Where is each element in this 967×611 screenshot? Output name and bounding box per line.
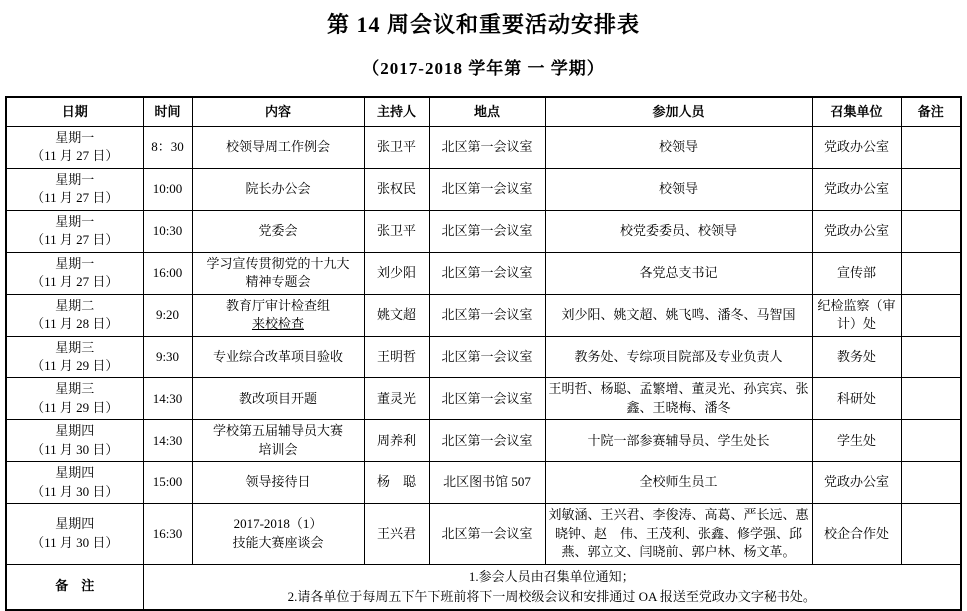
note-cell: [901, 378, 961, 420]
table-body: [6, 127, 961, 565]
note-cell: [901, 168, 961, 210]
column-header-6: 参加人员: [545, 97, 812, 127]
participants-cell: 王明哲、杨聪、孟繁增、董灵光、孙宾宾、张鑫、王晓梅、潘冬: [545, 378, 812, 420]
host-cell: 姚文超: [364, 294, 429, 336]
date-cell: 星期三 （11 月 29 日）: [6, 378, 143, 420]
time-cell: 16:00: [143, 252, 192, 294]
content-cell: 校领导周工作例会: [192, 127, 364, 169]
note-cell: [901, 252, 961, 294]
remarks-label: 备 注: [6, 564, 143, 610]
location-cell: 北区第一会议室: [429, 420, 545, 462]
remarks-note-2: 2.请各单位于每周五下午下班前将下一周校级会议和安排通过 OA 报送至党政办文字秘书处。: [287, 588, 816, 604]
note-cell: [901, 504, 961, 564]
column-header-3: 内容: [192, 97, 364, 127]
table-row: [6, 420, 961, 462]
content-cell: 党委会: [192, 210, 364, 252]
column-header-4: 主持人: [364, 97, 429, 127]
remarks-row: [6, 564, 961, 610]
location-cell: 北区第一会议室: [429, 168, 545, 210]
page-subtitle: （2017-2018 学年第 一 学期）: [362, 59, 605, 78]
content-cell: 教改项目开题: [192, 378, 364, 420]
host-cell: 周养利: [364, 420, 429, 462]
participants-cell: 教务处、专综项目院部及专业负责人: [545, 336, 812, 378]
organizer-cell: 教务处: [812, 336, 901, 378]
table-row: [6, 294, 961, 336]
column-header-8: 备注: [901, 97, 961, 127]
time-cell: 15:00: [143, 462, 192, 504]
location-cell: 北区第一会议室: [429, 504, 545, 564]
organizer-cell: 学生处: [812, 420, 901, 462]
remarks-notes: [143, 564, 961, 610]
date-cell: 星期一 （11 月 27 日）: [6, 252, 143, 294]
location-cell: 北区第一会议室: [429, 127, 545, 169]
participants-cell: 全校师生员工: [545, 462, 812, 504]
organizer-cell: 科研处: [812, 378, 901, 420]
host-cell: 张卫平: [364, 210, 429, 252]
host-cell: 王明哲: [364, 336, 429, 378]
table-row: [6, 252, 961, 294]
table-row: [6, 127, 961, 169]
time-cell: 14:30: [143, 420, 192, 462]
organizer-cell: 宣传部: [812, 252, 901, 294]
host-cell: 刘少阳: [364, 252, 429, 294]
host-cell: 杨 聪: [364, 462, 429, 504]
organizer-cell: 校企合作处: [812, 504, 901, 564]
time-cell: 9:20: [143, 294, 192, 336]
note-cell: [901, 210, 961, 252]
note-cell: [901, 336, 961, 378]
host-cell: 董灵光: [364, 378, 429, 420]
note-cell: [901, 420, 961, 462]
date-cell: 星期一 （11 月 27 日）: [6, 127, 143, 169]
note-cell: [901, 294, 961, 336]
date-cell: 星期四 （11 月 30 日）: [6, 420, 143, 462]
content-cell: 学校第五届辅导员大赛 培训会: [192, 420, 364, 462]
host-cell: 张卫平: [364, 127, 429, 169]
host-cell: 王兴君: [364, 504, 429, 564]
participants-cell: 校领导: [545, 127, 812, 169]
organizer-cell: 党政办公室: [812, 210, 901, 252]
table-row: [6, 336, 961, 378]
time-cell: 14:30: [143, 378, 192, 420]
time-cell: 10:30: [143, 210, 192, 252]
location-cell: 北区第一会议室: [429, 252, 545, 294]
time-cell: 10:00: [143, 168, 192, 210]
date-cell: 星期四 （11 月 30 日）: [6, 504, 143, 564]
note-cell: [901, 127, 961, 169]
time-cell: 16:30: [143, 504, 192, 564]
note-cell: [901, 462, 961, 504]
location-cell: 北区第一会议室: [429, 378, 545, 420]
participants-cell: 校领导: [545, 168, 812, 210]
header-row: [6, 97, 961, 127]
content-cell: 专业综合改革项目验收: [192, 336, 364, 378]
host-cell: 张权民: [364, 168, 429, 210]
time-cell: 9:30: [143, 336, 192, 378]
participants-cell: 刘敏涵、王兴君、李俊涛、高葛、严长远、惠晓钟、赵 伟、王茂利、张鑫、修学强、邱燕、郭立文、闫晓前、郭户林、杨文革。: [545, 504, 812, 564]
content-cell: 院长办公会: [192, 168, 364, 210]
content-cell: 2017-2018（1） 技能大赛座谈会: [192, 504, 364, 564]
date-cell: 星期一 （11 月 27 日）: [6, 210, 143, 252]
organizer-cell: 党政办公室: [812, 168, 901, 210]
content-cell: 学习宣传贯彻党的十九大 精神专题会: [192, 252, 364, 294]
location-cell: 北区第一会议室: [429, 210, 545, 252]
column-header-1: 日期: [6, 97, 143, 127]
location-cell: 北区图书馆 507: [429, 462, 545, 504]
table-row: [6, 462, 961, 504]
participants-cell: 十院一部参赛辅导员、学生处长: [545, 420, 812, 462]
date-cell: 星期二 （11 月 28 日）: [6, 294, 143, 336]
date-cell: 星期一 （11 月 27 日）: [6, 168, 143, 210]
location-cell: 北区第一会议室: [429, 294, 545, 336]
location-cell: 北区第一会议室: [429, 336, 545, 378]
page-title: 第 14 周会议和重要活动安排表: [326, 12, 640, 37]
time-cell: 8：30: [143, 127, 192, 169]
remarks-note-1: 1.参会人员由召集单位通知；: [468, 569, 635, 585]
table-row: [6, 210, 961, 252]
organizer-cell: 党政办公室: [812, 127, 901, 169]
table-row: [6, 168, 961, 210]
date-cell: 星期三 （11 月 29 日）: [6, 336, 143, 378]
table-row: [6, 378, 961, 420]
participants-cell: 校党委委员、校领导: [545, 210, 812, 252]
column-header-7: 召集单位: [812, 97, 901, 127]
schedule-table: [5, 96, 962, 611]
column-header-2: 时间: [143, 97, 192, 127]
content-cell: 教育厅审计检查组 来校检查: [192, 294, 364, 336]
date-cell: 星期四 （11 月 30 日）: [6, 462, 143, 504]
participants-cell: 各党总支书记: [545, 252, 812, 294]
column-header-5: 地点: [429, 97, 545, 127]
organizer-cell: 党政办公室: [812, 462, 901, 504]
table-row: [6, 504, 961, 564]
content-cell: 领导接待日: [192, 462, 364, 504]
organizer-cell: 纪检监察（审计）处: [812, 294, 901, 336]
participants-cell: 刘少阳、姚文超、姚飞鸣、潘冬、马智国: [545, 294, 812, 336]
